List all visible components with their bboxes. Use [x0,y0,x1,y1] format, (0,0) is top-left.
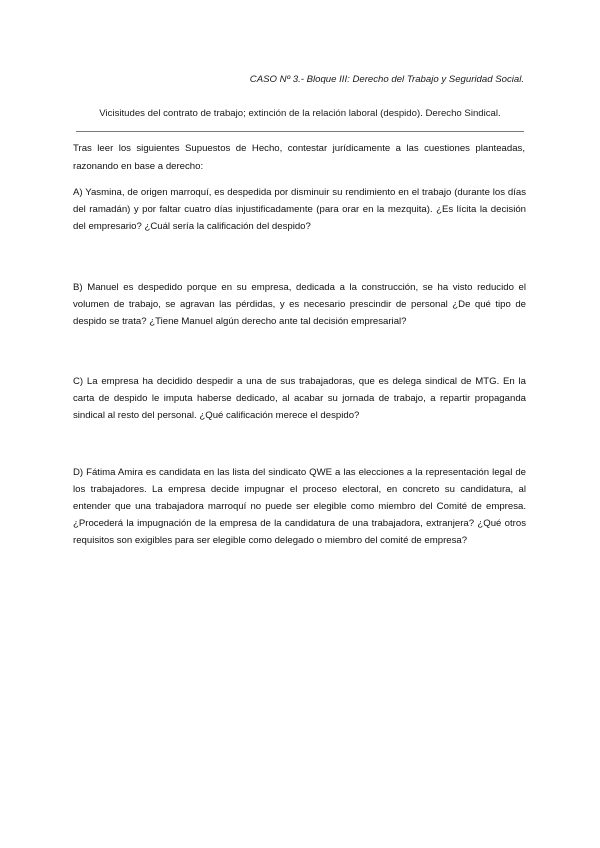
case-header: CASO Nº 3.- Bloque III: Derecho del Trabajo y Seguridad Social. [249,74,524,85]
question-c: C) La empresa ha decidido despedir a una de sus trabajadoras, que es delega sindical de MTG. En la carta de despido le imputa haberse dedicado, al acabar su jornada de trabajo, a repartir propaganda sindical al resto del personal. ¿Qué calificación merece el despido? [73,376,526,421]
intro-paragraph: Tras leer los siguientes Supuestos de Hecho, contestar jurídicamente a las cuestiones planteadas, razonando en base a derecho: [73,143,525,172]
document-subtitle: Vicisitudes del contrato de trabajo; extinción de la relación laboral (despido). Derecho Sindical. [99,108,501,119]
question-a: A) Yasmina, de origen marroquí, es despedida por disminuir su rendimiento en el trabajo (durante los días del ramadán) y por faltar cuatro días injustificadamente (para orar en la mezquita). ¿Es lícita la decisión del empresario? ¿Cuál sería la calificación del despido? [73,187,526,232]
question-b: B) Manuel es despedido porque en su empresa, dedicada a la construcción, se ha visto reducido el volumen de trabajo, se agravan las pérdidas, y es necesario prescindir de personal ¿De qué tipo de despido se trata? ¿Tiene Manuel algún derecho ante tal decisión empresarial? [73,282,526,327]
question-d: D) Fátima Amira es candidata en las lista del sindicato QWE a las elecciones a la representación legal de los trabajadores. La empresa decide impugnar el proceso electoral, en concreto su candidatura, al entender que una trabajadora marroquí no puede ser elegible como miembro del Comité de empresa. ¿Procederá la impugnación de la empresa de la candidatura de una trabajadora, extranjera? ¿Qué otros requisitos son exigibles para ser elegible como delegado o miembro del comité de empresa? [73,467,526,546]
header-divider [76,131,524,132]
